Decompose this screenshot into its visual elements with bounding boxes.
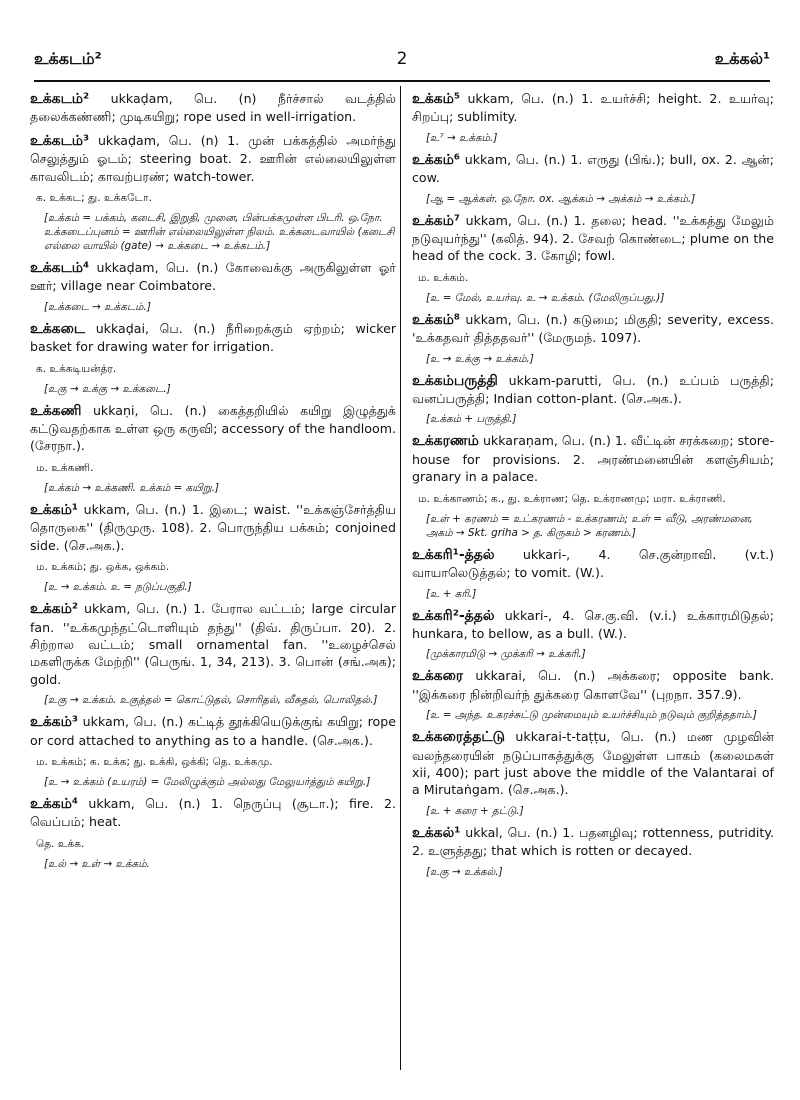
entry-cognates: ம. உக்கணி. [36, 461, 94, 474]
entry-headword: உக்கடம்² [30, 91, 90, 107]
entry-text: ukkam, பெ. (n.) 1. உயர்ச்சி; height. 2. உயர்வு; சிறப்பு; sublimity. [412, 91, 774, 125]
page-header [34, 44, 770, 74]
entry-etymology-note: [உல் → உள் → உக்கம். [44, 857, 150, 870]
entry-etymology-note: [உ → உக்கம் (உயரம்) = மேலிழுக்கும் அல்லது மேலுயர்த்தும் கயிறு.] [44, 775, 371, 788]
entry-headword: உக்கரைத்தட்டு [412, 729, 505, 746]
dictionary-entry [412, 151, 774, 206]
entry-text: ukkam, பெ. (n.) 1. நெருப்பு (சூடா.); fire. 2. வெப்பம்; heat. [30, 795, 396, 830]
entry-definition [30, 713, 396, 749]
dictionary-entry [412, 212, 774, 305]
entry-cognates: தெ. உக்க. [36, 837, 85, 850]
entry-text: ukkari-, 4. செ.கு.வி. (v.i.) உக்காரமிடுதல்; hunkara, to bellow, as a bull. (W.). [412, 607, 774, 641]
entry-text: ukkam-parutti, பெ. (n.) உப்பம் பருத்தி; வனப்பருத்தி; Indian cotton-plant. (செ.அக.). [412, 372, 774, 407]
entry-headword: உக்கரணம் [412, 433, 479, 450]
entry-headword: உக்கம்⁷ [412, 212, 461, 229]
entry-text: ukkari-, 4. செ.குன்றாவி. (v.t.) வாயாலெடுத்தல்; to vomit. (W.). [412, 546, 774, 581]
page-number: 2 [396, 49, 408, 69]
entry-text: ukkam, பெ. (n.) 1. இடை; waist. ''உக்கஞ்சேர்த்திய தொருகை'' (திருமுரு. 108). 2. பொருந்திய பக்கம்; conjoined side. (செ.அக.). [30, 501, 396, 553]
entry-definition [30, 132, 396, 185]
dictionary-entry [30, 90, 396, 126]
entry-headword: உக்கடம்³ [30, 132, 90, 149]
entry-headword: உக்கம்⁸ [412, 311, 461, 328]
entry-text: ukkam, பெ. (n.) 1. தலை; head. ''உக்கத்து மேலும் நடுவுயர்ந்து'' (கலித். 94). 2. சேவற் கொண்டை; plume on the head of the cock. 3. கோழி; fowl. [412, 212, 774, 264]
entry-definition [412, 728, 774, 799]
entry-etymology-note: [உகு → உக்கம். உகுத்தல் = கொட்டுதல், சொரிதல், வீசுதல், பொலிதல்.] [44, 694, 378, 707]
dictionary-entry [412, 728, 774, 818]
entry-etymology-note: [உ → உக்கு → உக்கம்.] [426, 352, 534, 365]
entry-cognates: க. உக்கட; து. உக்கடோ. [36, 192, 152, 205]
entry-etymology-note: [உ = மேல், உயர்வு. உ → உக்கம். (மேலிருப்பது.)] [426, 291, 665, 304]
entry-definition [412, 546, 774, 582]
entry-etymology-note: [உக்கம் + பருத்தி.] [426, 413, 517, 426]
entry-etymology-note: [உகு → உக்கு → உக்கடை.] [44, 382, 171, 395]
entry-etymology-note: [உக்கம் → உக்கணி. உக்கம் = கயிறு.] [44, 481, 219, 494]
entry-headword: உக்கரை [412, 668, 464, 685]
entry-etymology-note: [உகு → உக்கல்.] [426, 865, 503, 878]
entry-definition [412, 90, 774, 126]
entry-headword: உக்கம்² [30, 601, 79, 618]
dictionary-entry [412, 546, 774, 601]
entry-cognates: ம. உக்கம். [418, 271, 469, 284]
dictionary-entry [30, 713, 396, 789]
entry-etymology-note: [உக்கம் = பக்கம், கடைசி, இறுதி, முனை, பின்பக்கமுள்ள பிடரி. ஒ.நோ. உக்கடைப்புனம் = ஊரின் எல்லையிலுள்ள நிலம். உக்கடைவாயில் (கடைசி எல்லை வாயில் (gate) → உக்கடை → உக்கடம்.] [44, 212, 395, 253]
dictionary-entry [412, 372, 774, 427]
entry-etymology-note: [முக்காரமிடு → முக்கரி → உக்கரி.] [426, 648, 586, 661]
entry-etymology-note: [உக்கடை → உக்கடம்.] [44, 300, 151, 313]
entry-etymology-note: [ஆ = ஆக்கள். ஒ.நோ. ox. ஆக்கம் → அக்கம் → உக்கம்.] [426, 192, 696, 205]
dictionary-entry [412, 824, 774, 879]
entry-text: ukkam, பெ. (n.) 1. எருது (பிங்.); bull, ox. 2. ஆன்; cow. [412, 151, 774, 186]
dictionary-entry [30, 600, 396, 707]
entry-text: ukkarai-t-taṭṭu, பெ. (n.) மண முழவின் வலந்தரையின் நடுப்பாகத்துக்கு மேலுள்ள பாகம் (கலைமகள் xii, 400); part just above the middle of the Valantarai of a Mirutaṅgam. (செ.அக.). [412, 729, 774, 798]
entry-headword: உக்கடம்⁴ [30, 260, 90, 277]
dictionary-entry [412, 90, 774, 145]
entry-definition [412, 607, 774, 643]
entry-headword: உக்கம்³ [30, 714, 79, 731]
dictionary-entry [30, 501, 396, 594]
entry-headword: உக்கரி¹-த்தல் [412, 546, 495, 563]
dictionary-entry [30, 402, 396, 495]
column-divider [400, 86, 401, 1070]
entry-cognates: ம. உக்கம்; து. ஒக்க, ஒக்கம். [36, 561, 170, 574]
entry-definition [412, 151, 774, 187]
entry-etymology-note: [உ = அந்த. உகரச்சுட்டு முன்மையும் உயர்ச்சியும் நடுவும் குறித்ததாம்.] [426, 709, 757, 722]
entry-text: ukkam, பெ. (n.) 1. பேரால வட்டம்; large circular fan. ''உக்கமுந்தட்டொளியும் தந்து'' (திவ். திருப்பா. 20). 2. சிற்றால வட்டம்; small ornamental fan. ''உழைச்செல் மகளிருக்க மேற்றி'' (பெருங். 1, 34, 213). 3. பொன் (சங்.அக); gold. [30, 601, 396, 687]
entry-cognates: க. உக்கடியன்த்ர. [36, 362, 117, 375]
header-left-guideword: உக்கடம்² [34, 48, 102, 68]
entry-text: ukkal, பெ. (n.) 1. பதனழிவு; rottenness, putridity. 2. உளுத்தது; that which is rotten or decayed. [412, 824, 774, 859]
entry-definition [412, 432, 774, 485]
entry-definition [30, 259, 396, 295]
entry-cognates: ம. உக்காணம்; க., து. உக்ராண; தெ. உக்ராணமு; மரா. உக்ராணி. [418, 492, 726, 505]
entry-text: ukkam, பெ. (n.) கடுமை; மிகுதி; severity, excess. 'உக்கதவர் தித்ததவர்'' (மேருமந். 1097). [412, 311, 774, 346]
entry-definition [412, 311, 774, 347]
entry-headword: உக்கரி²-த்தல் [412, 607, 495, 624]
entry-text: ukkaḍam, பெ. (n) 1. முன் பக்கத்தில் அமர்ந்து செலுத்தும் ஓடம்; steering boat. 2. ஊரின் எல்லையிலுள்ள காவலிடம்; காவற்பரண்; watch-tower. [30, 132, 396, 184]
entry-text: ukkaṇi, பெ. (n.) கைத்தறியில் கயிறு இழுத்துக் கட்டுவதற்காக உள்ள ஒரு கருவி; accessory of the handloom. (சேரநா.). [30, 402, 396, 454]
entry-headword: உக்கம்⁴ [30, 795, 79, 812]
header-rule [34, 80, 770, 82]
entry-text: ukkaraṇam, பெ. (n.) 1. வீட்டின் சரக்கறை; store-house for provisions. 2. அரண்மனையின் களஞ்சியம்; granary in a palace. [412, 433, 774, 485]
entry-text: ukkaḍam, பெ. (n.) கோவைக்கு அருகிலுள்ள ஓர் ஊர்; village near Coimbatore. [30, 260, 396, 294]
entry-headword: உக்கம்¹ [30, 501, 79, 518]
entry-headword: உக்கம்⁵ [412, 91, 461, 107]
entry-definition [30, 90, 396, 126]
entry-etymology-note: [உ + கரி.] [426, 587, 477, 600]
dictionary-entry [30, 795, 396, 871]
header-right-guideword: உக்கல்¹ [714, 48, 770, 68]
entry-definition [30, 402, 396, 455]
entry-definition [30, 600, 396, 688]
entry-definition [30, 501, 396, 554]
entry-headword: உக்கம்பருத்தி [412, 372, 498, 389]
entry-definition [412, 212, 774, 265]
dictionary-entry [30, 259, 396, 314]
dictionary-entry [30, 132, 396, 253]
dictionary-entry [412, 311, 774, 366]
entry-etymology-note: [உ⁷ → உக்கம்.] [426, 131, 498, 144]
entry-etymology-note: [உ → உக்கம். உ = நடுப்பகுதி.] [44, 581, 192, 594]
entry-etymology-note: [உ + கரை + தட்டு.] [426, 804, 524, 817]
right-column [412, 90, 774, 885]
dictionary-entry [412, 607, 774, 662]
left-column [30, 90, 396, 877]
entry-definition [412, 372, 774, 408]
entry-text: ukkaḍam, பெ. (n) நீர்ச்சால் வடத்தில் தலைக்கண்ணி; முடிகயிறு; rope used in well-irrigation. [30, 91, 396, 125]
entry-definition [412, 824, 774, 860]
dictionary-entry [412, 667, 774, 722]
entry-text: ukkarai, பெ. (n.) அக்கரை; opposite bank. ''இக்கரை நின்றிவர்ந் துக்கரை கொளவே'' (புறநா. 357.9). [412, 668, 774, 702]
entry-cognates: ம. உக்கம்; க. உக்க; து. உக்கி, ஒக்கி; தெ. உக்கமு. [36, 755, 273, 768]
entry-definition [30, 795, 396, 831]
entry-headword: உக்கடை [30, 320, 86, 337]
entry-definition [412, 667, 774, 703]
entry-headword: உக்கணி [30, 402, 82, 419]
dictionary-entry [30, 320, 396, 396]
dictionary-entry [412, 432, 774, 539]
entry-text: ukkaḍai, பெ. (n.) நீரிறைக்கும் ஏற்றம்; wicker basket for drawing water for irrigation. [30, 320, 396, 355]
entry-text: ukkam, பெ. (n.) கட்டித் தூக்கியெடுக்குங் கயிறு; rope or cord attached to anything as to a handle. (செ.அக.). [30, 714, 396, 748]
entry-etymology-note: [உள் + கரணம் = உட்கரணம் - உக்கரணம்; உள் = வீடு, அரண்மனை, அகம் → Skt. griha > த. கிருகம் > கரணம்.] [426, 512, 753, 539]
entry-headword: உக்கல்¹ [412, 824, 461, 841]
entry-definition [30, 320, 396, 356]
entry-headword: உக்கம்⁶ [412, 151, 461, 168]
